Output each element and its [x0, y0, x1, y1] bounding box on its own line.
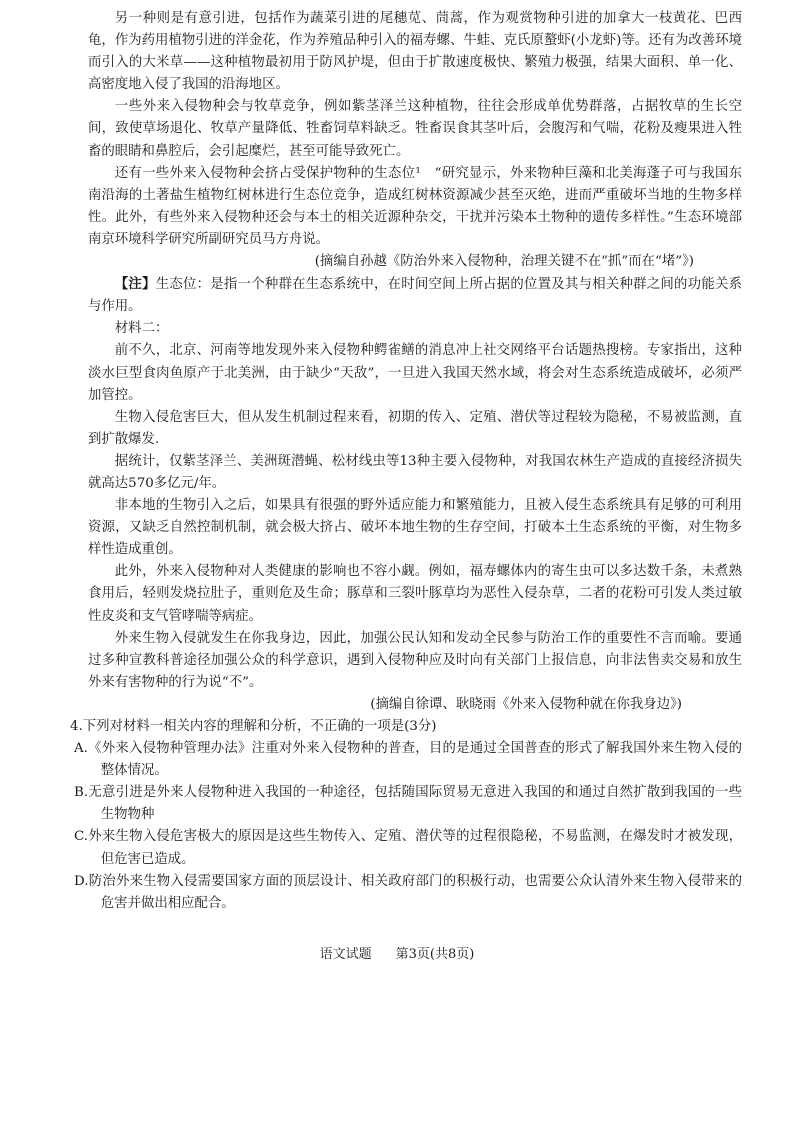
material2-source: (摘编自徐谭、耿晓雨《外来入侵物种就在你我身边》) — [370, 696, 682, 712]
material2-heading: 材料二： — [114, 321, 169, 337]
option-d: D.防治外来生物入侵需要国家方面的顶层设计、相关政府部门的积极行动，也需要公众认清外来生物入侵带来的危害并做出相应配合。 — [74, 873, 742, 911]
option-c: C.外来生物入侵危害极大的原因是这些生物传入、定殖、潜伏等的过程很隐秘，不易监测，在爆发时才被发现，但危害已造成。 — [74, 829, 742, 867]
page-content — [70, 8, 742, 915]
question-4-stem: 4.下列对材料一相关内容的理解和分析，不正确的一项是(3分) — [70, 719, 437, 734]
paragraph-public-participation: 外来生物入侵就发生在你我身边，因此，加强公民认知和发动全民参与防治工作的重要性不言而喻。要通过多种宣教科普途径加强公众的科学意识，遇到入侵物种应及时向有关部门上报信息，向非法售卖交易和放生外来有害物种的行为说“不”。 — [88, 630, 742, 690]
paragraph-ecological-niche: 还有一些外来入侵物种会挤占受保护物种的生态位¹ “研究显示，外来物种巨藻和北美海蓬子可与我国东南沿海的土著盐生植物红树林进行生态位竞争，造成红树林资源减少甚至灭绝，进而严重破坏当地的生物多样性。此外，有些外来入侵物种还会与本土的相关近源种杂交，干扰并污染本土物种的遗传多样性。”生态环境部南京环境科学研究所副研究员马方舟说。 — [88, 165, 742, 247]
note-tag: 【注】 — [114, 276, 156, 293]
footer-subject: 语文试题 — [319, 947, 372, 962]
paragraph-alligator-gar: 前不久，北京、河南等地发现外来入侵物种鳄雀鳝的消息冲上社交网络平台话题热搜榜。专家指出，这种淡水巨型食肉鱼原产于北美洲，由于缺少“天敌”，一旦进入我国天然水域，将会对生态系统造成破坏，必须严加管控。 — [88, 343, 742, 403]
option-a: A.《外来入侵物种管理办法》注重对外来入侵物种的普查，目的是通过全国普查的形式了解我国外来生物入侵的整体情况。 — [74, 741, 742, 779]
paragraph-intentional-introduction: 另一种则是有意引进，包括作为蔬菜引进的尾穗苋、茼蒿，作为观赏物种引进的加拿大一枝黄花、巴西龟，作为药用植物引进的洋金花，作为养殖品种引入的福寿螺、牛蛙、克氏原螯虾(小龙虾)等。还有为改善环境而引入的大米草——这种植物最初用于防风护堤，但由于扩散速度极快、繁殖力极强，结果大面积、单一化、高密度地入侵了我国的沿海地区。 — [88, 11, 742, 93]
question-4-options — [74, 738, 742, 915]
option-b: B.无意引进是外来人侵物种进入我国的一种途径，包括随国际贸易无意进入我国的和通过自然扩散到我国的一些生物物种 — [74, 785, 742, 823]
material1-source: (摘编自孙越《防治外来入侵物种，治理关键不在“抓”而在“堵”》) — [314, 254, 694, 270]
page-footer — [0, 943, 794, 962]
paragraph-biodiversity-damage: 非本地的生物引入之后，如果具有很强的野外适应能力和繁殖能力，且被入侵生态系统具有足够的可利用资源，又缺乏自然控制机制，就会极大挤占、破坏本地生物的生存空间，打破本土生态系统的平衡，对生物多样性造成重创。 — [88, 498, 742, 558]
paragraph-human-health: 此外，外来入侵物种对人类健康的影响也不容小觑。例如，福寿螺体内的寄生虫可以多达数千条，未煮熟食用后，轻则发烧拉肚子，重则危及生命；豚草和三裂叶豚草均为恶性入侵杂草，二者的花粉可引发人类过敏性皮炎和支气管哮喘等病症。 — [88, 564, 742, 624]
niche-note — [88, 273, 742, 318]
note-text: 生态位：是指一个种群在生态系统中，在时间空间上所占据的位置及其与相关种群之间的功能关系与作用。 — [88, 277, 742, 315]
paragraph-economic-loss: 据统计，仅紫茎泽兰、美洲斑潜蝇、松材线虫等13种主要入侵物种，对我国农林生产造成的直接经济损失就高达570多亿元/年。 — [88, 453, 742, 491]
footer-page-number: 第3页(共8页) — [395, 947, 475, 962]
paragraph-invasion-mechanism: 生物入侵危害巨大，但从发生机制过程来看，初期的传入、定殖、潜伏等过程较为隐秘，不易被监测，直到扩散爆发. — [88, 409, 742, 447]
paragraph-pasture-competition: 一些外来入侵物种会与牧草竞争，例如紫茎泽兰这种植物，往往会形成单优势群落，占据牧草的生长空间，致使草场退化、牧草产量降低、牲畜饲草料缺乏。牲畜误食其茎叶后，会腹泻和气喘，花粉及瘦果进入牲畜的眼睛和鼻腔后，会引起糜烂，甚至可能导致死亡。 — [88, 99, 742, 159]
